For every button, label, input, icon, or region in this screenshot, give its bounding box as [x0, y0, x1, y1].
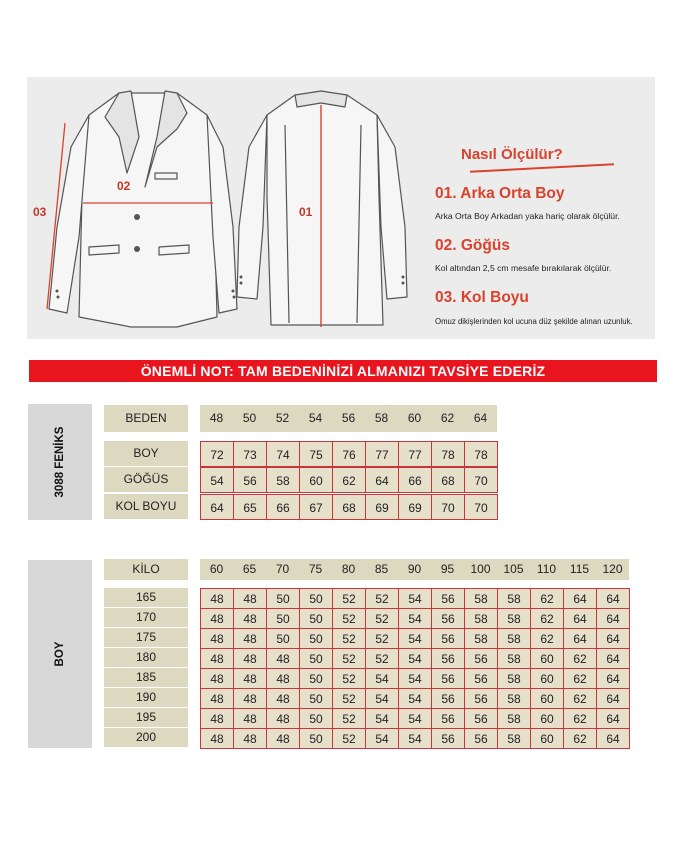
fit-value-cell: 48	[266, 648, 300, 669]
fit-value-cell: 64	[596, 648, 630, 669]
size-value-cell: 70	[464, 494, 498, 520]
how-to-measure-title: Nasıl Ölçülür?	[461, 146, 563, 163]
fit-value-cell: 64	[596, 668, 630, 689]
size-table-side-label	[28, 404, 92, 520]
fit-value-cell: 48	[266, 668, 300, 689]
fit-value-cell: 52	[332, 628, 366, 649]
fit-value-cell: 52	[332, 668, 366, 689]
fit-value-cell: 54	[365, 728, 399, 749]
size-value-cell: 77	[365, 441, 399, 467]
height-row-label: 170	[104, 608, 188, 627]
weight-header-cell: 100	[464, 559, 497, 580]
size-value-cell: 60	[299, 467, 333, 493]
height-row-label: 165	[104, 588, 188, 607]
weight-header-cell: 70	[266, 559, 299, 580]
fit-value-cell: 62	[563, 688, 597, 709]
fit-value-cell: 64	[563, 588, 597, 609]
weight-header-cell: 115	[563, 559, 596, 580]
size-value-cell: 68	[332, 494, 366, 520]
fit-value-cell: 48	[233, 628, 267, 649]
fit-value-cell: 48	[233, 728, 267, 749]
fit-value-cell: 64	[596, 628, 630, 649]
height-row-label: 185	[104, 668, 188, 687]
fit-value-cell: 62	[530, 588, 564, 609]
fit-value-cell: 62	[530, 628, 564, 649]
size-header-cell: 62	[431, 405, 464, 432]
fit-value-cell: 48	[233, 608, 267, 629]
measurement-guide-banner	[27, 77, 655, 339]
fit-value-cell: 58	[464, 608, 498, 629]
fit-table-side-label	[28, 560, 92, 748]
size-value-cell: 78	[431, 441, 465, 467]
fit-value-cell: 48	[233, 708, 267, 729]
fit-value-cell: 62	[563, 648, 597, 669]
fit-value-cell: 60	[530, 728, 564, 749]
fit-value-cell: 48	[233, 668, 267, 689]
chest-measure-label: 02	[117, 179, 131, 193]
fit-value-cell: 56	[464, 728, 498, 749]
fit-value-cell: 48	[200, 728, 234, 749]
fit-value-cell: 56	[431, 648, 465, 669]
fit-value-cell: 58	[497, 628, 531, 649]
fit-value-cell: 54	[365, 668, 399, 689]
weight-header-cell: 80	[332, 559, 365, 580]
fit-value-cell: 52	[332, 708, 366, 729]
size-value-cell: 64	[200, 494, 234, 520]
fit-value-cell: 50	[266, 628, 300, 649]
size-value-cell: 70	[464, 467, 498, 493]
fit-value-cell: 48	[200, 668, 234, 689]
fit-value-cell: 52	[365, 628, 399, 649]
weight-header-cell: 105	[497, 559, 530, 580]
fit-value-cell: 48	[266, 728, 300, 749]
fit-value-cell: 58	[497, 688, 531, 709]
fit-value-cell: 52	[365, 608, 399, 629]
size-value-cell: 74	[266, 441, 300, 467]
fit-value-cell: 48	[233, 588, 267, 609]
weight-header-cell: 85	[365, 559, 398, 580]
fit-value-cell: 50	[299, 708, 333, 729]
fit-value-cell: 48	[233, 648, 267, 669]
fit-value-cell: 54	[398, 588, 432, 609]
size-value-cell: 69	[365, 494, 399, 520]
fit-value-cell: 50	[299, 668, 333, 689]
sleeve-measure-label: 03	[33, 205, 47, 219]
size-value-cell: 72	[200, 441, 234, 467]
fit-value-cell: 64	[596, 608, 630, 629]
size-row-label: BOY	[104, 441, 188, 466]
size-value-cell: 77	[398, 441, 432, 467]
fit-value-cell: 48	[200, 588, 234, 609]
fit-value-cell: 54	[398, 608, 432, 629]
fit-value-cell: 50	[266, 588, 300, 609]
fit-value-cell: 48	[200, 608, 234, 629]
back-length-measure-label: 01	[299, 205, 313, 219]
fit-value-cell: 56	[464, 708, 498, 729]
step-1-text: Arka Orta Boy Arkadan yaka hariç olarak ölçülür.	[435, 211, 620, 221]
height-row-label: 190	[104, 688, 188, 707]
fit-value-cell: 50	[299, 648, 333, 669]
size-value-cell: 67	[299, 494, 333, 520]
fit-value-cell: 54	[365, 708, 399, 729]
size-header-cell: 54	[299, 405, 332, 432]
fit-value-cell: 62	[530, 608, 564, 629]
fit-value-cell: 54	[398, 668, 432, 689]
size-value-cell: 73	[233, 441, 267, 467]
step-2-heading: 02. Göğüs	[435, 237, 510, 254]
fit-value-cell: 54	[398, 708, 432, 729]
fit-value-cell: 52	[332, 588, 366, 609]
size-row-label: KOL BOYU	[104, 494, 188, 519]
fit-value-cell: 52	[332, 728, 366, 749]
fit-value-cell: 56	[431, 608, 465, 629]
fit-value-cell: 60	[530, 688, 564, 709]
size-value-cell: 66	[398, 467, 432, 493]
fit-value-cell: 52	[332, 648, 366, 669]
size-header-cell: 52	[266, 405, 299, 432]
fit-value-cell: 58	[497, 588, 531, 609]
fit-value-cell: 52	[365, 648, 399, 669]
fit-value-cell: 56	[431, 688, 465, 709]
fit-value-cell: 52	[365, 588, 399, 609]
size-value-cell: 78	[464, 441, 498, 467]
fit-value-cell: 48	[266, 688, 300, 709]
weight-header-cell: 95	[431, 559, 464, 580]
fit-value-cell: 50	[299, 728, 333, 749]
fit-value-cell: 64	[563, 608, 597, 629]
size-value-cell: 69	[398, 494, 432, 520]
fit-value-cell: 48	[200, 708, 234, 729]
fit-value-cell: 60	[530, 648, 564, 669]
size-header-cell: 64	[464, 405, 497, 432]
size-value-cell: 70	[431, 494, 465, 520]
fit-value-cell: 62	[563, 728, 597, 749]
fit-value-cell: 58	[497, 708, 531, 729]
fit-value-cell: 58	[464, 588, 498, 609]
fit-value-cell: 58	[497, 608, 531, 629]
size-value-cell: 58	[266, 467, 300, 493]
important-note: ÖNEMLİ NOT: TAM BEDENİNİZİ ALMANIZI TAVSİYE EDERİZ	[29, 360, 657, 382]
size-value-cell: 76	[332, 441, 366, 467]
step-3-heading: 03. Kol Boyu	[435, 289, 529, 306]
fit-value-cell: 58	[464, 628, 498, 649]
fit-value-cell: 54	[398, 648, 432, 669]
fit-value-cell: 64	[596, 688, 630, 709]
height-row-label: 180	[104, 648, 188, 667]
fit-value-cell: 56	[431, 588, 465, 609]
fit-value-cell: 54	[398, 688, 432, 709]
step-3-text: Omuz dikişlerinden kol ucuna düz şekilde alınan uzunluk.	[435, 317, 633, 326]
fit-value-cell: 60	[530, 708, 564, 729]
weight-header-cell: 65	[233, 559, 266, 580]
fit-value-cell: 50	[266, 608, 300, 629]
fit-value-cell: 64	[596, 728, 630, 749]
size-value-cell: 56	[233, 467, 267, 493]
fit-value-cell: 56	[431, 728, 465, 749]
fit-value-cell: 64	[596, 588, 630, 609]
fit-value-cell: 48	[200, 648, 234, 669]
size-value-cell: 66	[266, 494, 300, 520]
size-value-cell: 64	[365, 467, 399, 493]
fit-value-cell: 56	[464, 668, 498, 689]
size-row-label: GÖĞÜS	[104, 467, 188, 492]
model-label: 3088 FENİKS	[54, 426, 66, 498]
fit-value-cell: 56	[431, 708, 465, 729]
size-header-cell: 50	[233, 405, 266, 432]
weight-header-cell: 110	[530, 559, 563, 580]
fit-value-cell: 62	[563, 708, 597, 729]
size-header-label: BEDEN	[104, 405, 188, 432]
fit-value-cell: 60	[530, 668, 564, 689]
fit-value-cell: 64	[563, 628, 597, 649]
fit-value-cell: 48	[200, 628, 234, 649]
fit-value-cell: 56	[464, 688, 498, 709]
fit-value-cell: 64	[596, 708, 630, 729]
height-row-label: 175	[104, 628, 188, 647]
fit-value-cell: 58	[497, 648, 531, 669]
fit-value-cell: 52	[332, 688, 366, 709]
height-row-label: 200	[104, 728, 188, 747]
fit-value-cell: 54	[398, 628, 432, 649]
fit-value-cell: 50	[299, 688, 333, 709]
fit-value-cell: 48	[233, 688, 267, 709]
size-header-cell: 56	[332, 405, 365, 432]
size-value-cell: 54	[200, 467, 234, 493]
fit-value-cell: 56	[464, 648, 498, 669]
fit-value-cell: 52	[332, 608, 366, 629]
size-value-cell: 65	[233, 494, 267, 520]
fit-value-cell: 50	[299, 608, 333, 629]
size-header-cell: 60	[398, 405, 431, 432]
weight-header-cell: 75	[299, 559, 332, 580]
fit-value-cell: 54	[398, 728, 432, 749]
fit-value-cell: 56	[431, 628, 465, 649]
fit-value-cell: 50	[299, 588, 333, 609]
fit-value-cell: 50	[299, 628, 333, 649]
weight-header-cell: 60	[200, 559, 233, 580]
weight-header-label: KİLO	[104, 559, 188, 580]
fit-value-cell: 54	[365, 688, 399, 709]
weight-header-cell: 120	[596, 559, 629, 580]
fit-value-cell: 48	[266, 708, 300, 729]
size-value-cell: 75	[299, 441, 333, 467]
fit-value-cell: 56	[431, 668, 465, 689]
fit-value-cell: 48	[200, 688, 234, 709]
size-value-cell: 62	[332, 467, 366, 493]
jacket-illustration	[27, 77, 655, 339]
fit-value-cell: 58	[497, 728, 531, 749]
size-header-cell: 58	[365, 405, 398, 432]
fit-value-cell: 62	[563, 668, 597, 689]
height-row-label: 195	[104, 708, 188, 727]
size-value-cell: 68	[431, 467, 465, 493]
size-header-cell: 48	[200, 405, 233, 432]
step-1-heading: 01. Arka Orta Boy	[435, 185, 565, 202]
step-2-text: Kol altından 2,5 cm mesafe bırakılarak ölçülür.	[435, 263, 612, 273]
fit-value-cell: 58	[497, 668, 531, 689]
weight-header-cell: 90	[398, 559, 431, 580]
height-axis-label: BOY	[54, 641, 66, 667]
